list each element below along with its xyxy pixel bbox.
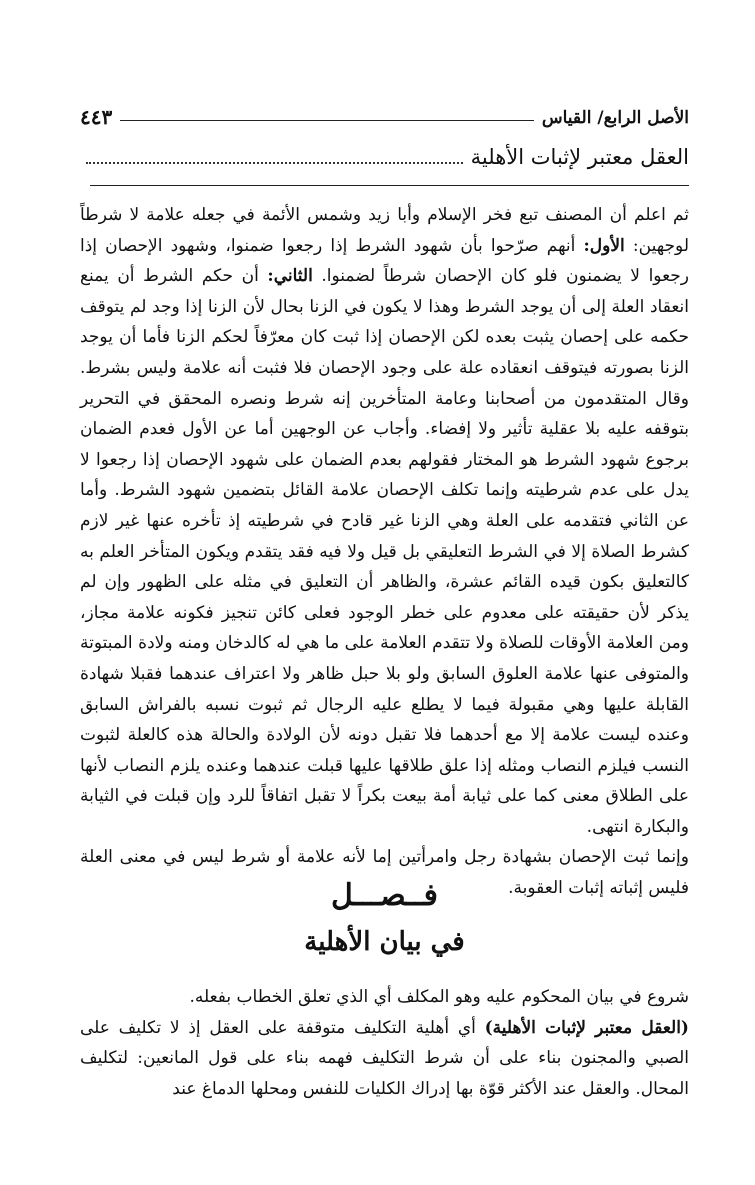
running-header bbox=[80, 96, 689, 130]
sentence-1: ثم اعلم أن المصنف تبع فخر الإسلام وأبا زيد وشمس الأئمة في جعله علامة لا شرطاً لوجهين: bbox=[80, 205, 690, 256]
section-subtitle: في بيان الأهلية bbox=[304, 927, 465, 957]
matn-line bbox=[80, 140, 689, 174]
section-heading bbox=[80, 876, 689, 962]
section-paragraph-1: شروع في بيان المحكوم عليه وهو المكلف أي الذي تعلق الخطاب بفعله. bbox=[189, 987, 689, 1007]
sentence-3: أن حكم الشرط أن يمنع انعقاد العلة إلى أن يوجد الشرط وهذا لا يكون في الزنا بحال لأن الزنا إذا وجد لم يتوقف حكمه على إحصان يثبت بعده لكن الإحصان إذا ثبت كان معرّفاً لحكم الزنا فأما أن يوجد الزنا بصورته فيتوقف انعقاده علة على وجود الإحصان فلا فثبت أنه علامة وليس بشرط. وقال المتقدمون من أصحابنا وعامة المتأخرين إنه شرط ونصره المحقق في التحرير بتوقفه عليه بلا عقلية تأثير ولا إفضاء. وأجاب عن الوجهين أما عن الأول فعدم الضمان برجوع شهود الشرط هو المختار فقولهم بعدم الضمان على شهود الإحصان إذا رجعوا لا يدل على عدم شرطيته وإنما تكلف الإحصان علامة القائل بتضمين شهود الشرط. وأما عن الثاني فتقدمه على العلة وهي الزنا غير قادح في شرطيته إذ تأخره عنها غير لازم كشرط الصلاة إلا في الشرط التعليقي بل قيل ولا فيه فقد يتقدم ويكون المتأخر العلم به كالتعليق بكون قيده القائم عشرة، والظاهر أن التعليق في مثله على الظهور وإن لم يذكر لأن حقيقته على معدوم على خطر الوجود فعلى كائن تنجيز فكونه علامة مجاز، ومن العلامة الأوقات للصلاة ولا تتقدم العلامة على ما هي له كالدخان ومنه ولادة المبتوتة والمتوفى عنها علامة العلوق السابق ولو بلا حبل ظاهر ولا اعتراف عندهما فقبلا شهادة القابلة عليها وهي مقبولة فيما لا يطلع عليه الرجال ثم ثبوت نسبه بالفراش السابق وعنده ليست علامة إلا مع أحدهما فلا تقبل دونه لأن الولادة والحالة هذه كالعلة لثبوت النسب فيلزم النصاب ومثله إذا علق طلاقها عليها قبلت عندهما وعنده يلزم النصاب لأنها على الطلاق معنى كما على ثيابة أمة بيعت بكراً لا تقبل اتفاقاً للرد وإن قبلت في الثيابة والبكارة انتهى. bbox=[80, 266, 689, 837]
label-first: الأول: bbox=[583, 235, 625, 256]
header-rule bbox=[120, 120, 534, 121]
section-paragraph-2-text: أي أهلية التكليف متوقفة على العقل إذ لا تكليف على الصبي والمجنون بناء على أن شرط التكليف فهمه بناء على قول المانعين: لتكليف المحال. والعقل عند الأكثر قوّة بها إدراك الكليات للنفس ومحلها الدماغ عند bbox=[80, 1017, 689, 1099]
commentary-paragraph-2: وإنما ثبت الإحصان بشهادة رجل وامرأتين إما لأنه علامة أو شرط ليس في معنى العلة فليس إثباته إثبات العقوبة. bbox=[80, 847, 689, 899]
section-paragraph-2 bbox=[80, 1013, 689, 1105]
matn-text: العقل معتبر لإثبات الأهلية bbox=[470, 145, 689, 169]
running-title: الأصل الرابع/ القياس bbox=[541, 108, 689, 128]
matn-dotted-leader bbox=[86, 161, 463, 164]
page-number: ٤٤٣ bbox=[80, 105, 113, 129]
commentary-body bbox=[80, 200, 689, 904]
section-body bbox=[80, 982, 689, 1104]
fasl-heading: فــصـــل bbox=[330, 878, 439, 913]
quoted-matn: (العقل معتبر لإثبات الأهلية) bbox=[484, 1017, 689, 1038]
sentence-2: أنهم صرّحوا بأن شهود الشرط إذا رجعوا ضمنوا، وشهود الإحصان إذا رجعوا لا يضمنون فلو كان الإحصان شرطاً لضمنوا. bbox=[80, 235, 689, 287]
commentary-paragraph-1 bbox=[80, 200, 689, 842]
matn-separator-rule bbox=[90, 185, 689, 186]
label-second: الثاني: bbox=[267, 266, 313, 287]
